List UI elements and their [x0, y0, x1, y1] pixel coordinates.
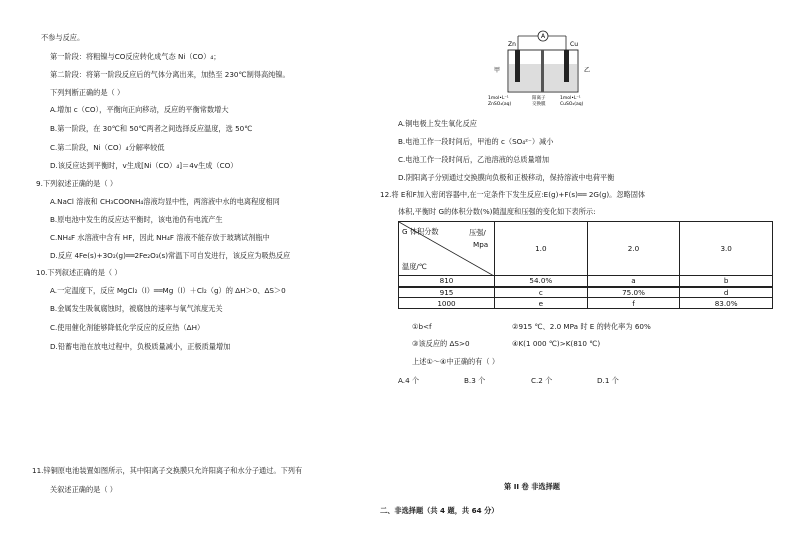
table-cell: a	[587, 276, 680, 287]
right-solution-label: 1mol•L⁻¹	[560, 96, 581, 101]
text-line: 第二阶段：将第一阶段反应后的气体分离出来，加热至 230℃制得高纯镍。	[50, 70, 290, 79]
question-11-cont: 关叙述正确的是（ ）	[50, 485, 117, 494]
ammeter-label: A	[540, 33, 546, 40]
section-title: 第 II 卷 非选择题	[504, 482, 560, 491]
option-c: C.第二阶段，Ni（CO）₄分解率较低	[50, 143, 165, 152]
option-b: B.原电池中发生的反应达平衡时，该电池仍有电流产生	[50, 215, 223, 224]
cu-label: Cu	[570, 41, 578, 48]
row-header: 915	[399, 287, 495, 298]
statement-4: ④K(1 000 ℃)>K(810 ℃)	[512, 339, 601, 348]
option-b: B.电池工作一段时间后，甲池的 c（SO₄²⁻）减小	[398, 137, 554, 146]
question-9: 9.下列叙述正确的是（ ）	[36, 179, 118, 188]
table-row	[399, 276, 773, 287]
table-cell: c	[495, 287, 588, 298]
option-b: B.金属发生吸氧腐蚀时，被腐蚀的速率与氧气浓度无关	[50, 304, 223, 313]
membrane-label: 交换膜	[532, 102, 546, 107]
table-cell: e	[495, 298, 588, 309]
option-c: C.电池工作一段时间后，乙池溶液的总质量增加	[398, 155, 550, 164]
zn-label: Zn	[508, 41, 516, 48]
option-a: A.铜电极上发生氧化反应	[398, 119, 477, 128]
option-a: A.增加 c（CO），平衡向正向移动，反应的平衡常数增大	[50, 105, 229, 114]
option-b: B.第一阶段，在 30℃和 50℃两者之间选择反应温度，选 50℃	[50, 124, 253, 133]
question-12: 12.将 E和F加入密闭容器中,在一定条件下发生反应:E(g)+F(s)══ 2G(g)。忽略固体	[380, 190, 646, 199]
corner-label-temperature: 温度/℃	[402, 262, 427, 271]
table-row	[399, 287, 773, 298]
column-header: 3.0	[680, 222, 773, 276]
question-10: 10.下列叙述正确的是（ ）	[36, 268, 122, 277]
option-c: C.使用催化剂能够降低化学反应的反应热（ΔH）	[50, 323, 205, 332]
text-line: 不参与反应。	[41, 33, 85, 42]
table-row	[399, 298, 773, 309]
option-d: D.铅蓄电池在放电过程中，负极质量减小，正极质量增加	[50, 342, 231, 351]
question-stem: 下列判断正确的是（ ）	[50, 88, 125, 97]
left-cell-label: 甲	[494, 67, 501, 74]
table-cell: f	[587, 298, 680, 309]
table-corner-header	[399, 222, 495, 276]
membrane-label: 阳离子	[532, 96, 546, 101]
row-header: 1000	[399, 298, 495, 309]
option-c: C.NH₄F 水溶液中含有 HF，因此 NH₄F 溶液不能存放于玻璃试剂瓶中	[50, 233, 270, 242]
table-cell: d	[680, 287, 773, 298]
table-cell: 75.0%	[587, 287, 680, 298]
left-solution-label: 1mol•L⁻¹	[488, 96, 509, 101]
statement-2: ②915 ℃、2.0 MPa 时 E 的转化率为 60%	[512, 322, 651, 331]
choice-d: D.1 个	[597, 376, 619, 385]
table-cell: 83.0%	[680, 298, 773, 309]
right-cell-label: 乙	[584, 67, 591, 74]
galvanic-cell-diagram	[478, 28, 598, 108]
corner-label-pressure: 压强/	[469, 228, 486, 237]
table-cell: 54.0%	[495, 276, 588, 287]
section-two-heading: 二、非选择题（共 4 题，共 64 分）	[380, 506, 499, 515]
row-header: 810	[399, 276, 495, 287]
option-d: D.反应 4Fe(s)+3O₂(g)══2Fe₂O₃(s)常温下可自发进行，该反应为吸热反应	[50, 251, 291, 260]
column-header: 2.0	[587, 222, 680, 276]
corner-label-top: G 体积分数	[402, 227, 439, 236]
choice-b: B.3 个	[464, 376, 486, 385]
statement-1: ①b<f	[412, 322, 432, 331]
option-d: D.阴阳离子分别通过交换膜向负极和正极移动，保持溶液中电荷平衡	[398, 173, 615, 182]
corner-label-pressure-unit: Mpa	[473, 240, 489, 249]
choice-c: C.2 个	[531, 376, 553, 385]
option-d: D.该反应达到平衡时，v生成[Ni（CO）₄]＝4v生成（CO）	[50, 161, 238, 170]
left-solution-label: ZnSO₄(aq)	[488, 102, 512, 107]
equilibrium-table	[398, 221, 773, 309]
table-cell: b	[680, 276, 773, 287]
text-line: 第一阶段：将粗镍与CO反应转化成气态 Ni（CO）₄；	[50, 52, 221, 61]
statement-3: ③该反应的 ΔS>0	[412, 339, 470, 348]
choice-a: A.4 个	[398, 376, 420, 385]
option-a: A.一定温度下，反应 MgCl₂（l）══Mg（l）＋Cl₂（g）的 ΔH＞0、ΔS＞0	[50, 286, 286, 295]
statement-question: 上述①～④中正确的有（ ）	[412, 357, 500, 366]
option-a: A.NaCl 溶液和 CH₃COONH₄溶液均显中性，两溶液中水的电离程度相同	[50, 197, 280, 206]
question-12-cont: 体积,平衡时 G的体积分数(%)随温度和压强的变化如下表所示:	[398, 207, 596, 216]
question-11: 11.锌铜原电池装置如图所示，其中阳离子交换膜只允许阳离子和水分子通过。下列有	[32, 466, 303, 475]
right-solution-label: CuSO₄(aq)	[560, 102, 584, 107]
column-header: 1.0	[495, 222, 588, 276]
